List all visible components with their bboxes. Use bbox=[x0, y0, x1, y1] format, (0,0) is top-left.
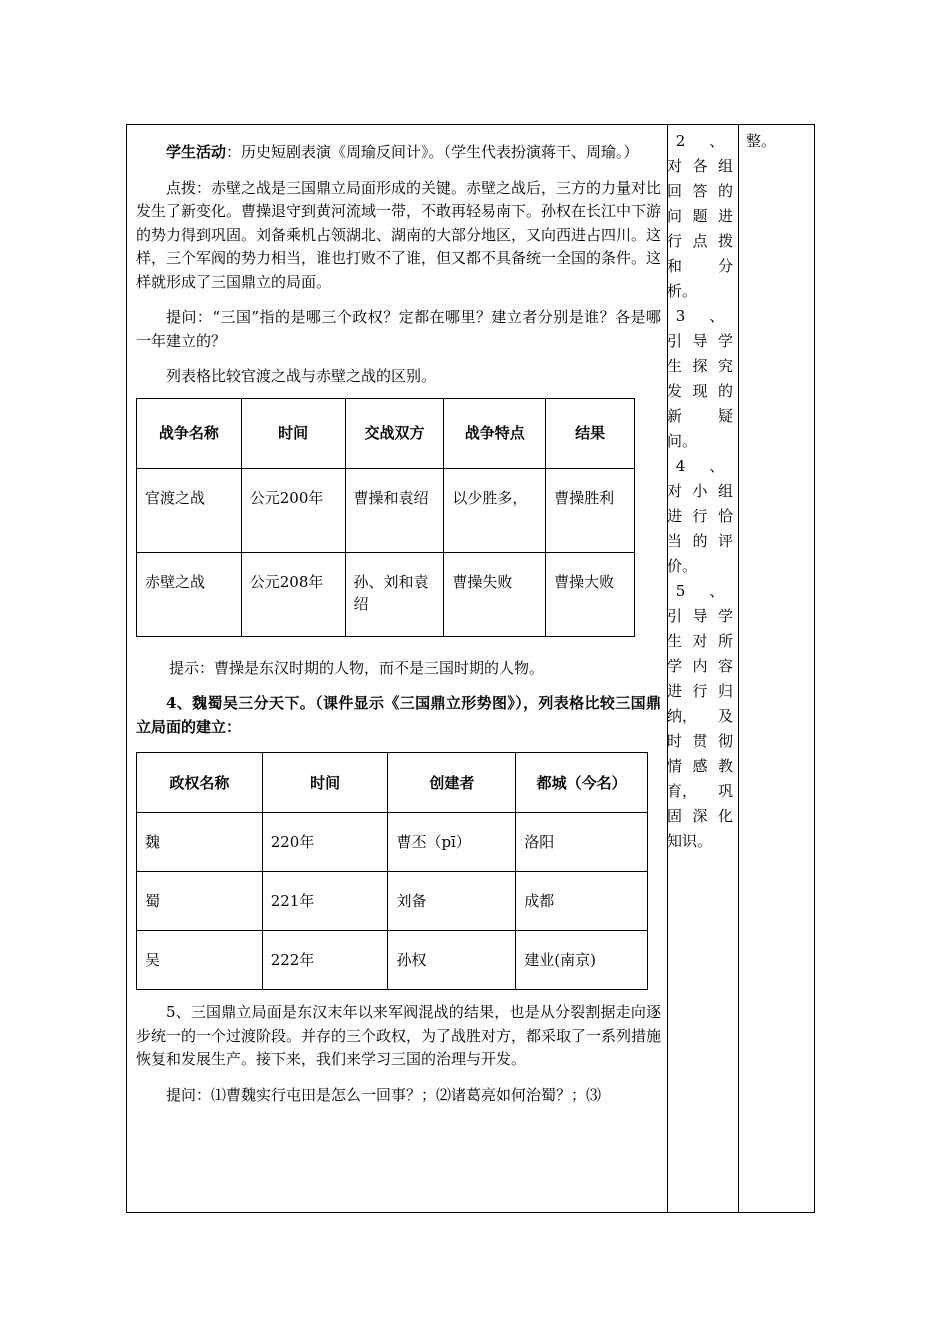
teacher-note-text: 情 bbox=[667, 757, 683, 775]
table-header-cell: 战争特点 bbox=[444, 398, 546, 468]
teacher-note-line bbox=[667, 504, 733, 529]
table-cell: 曹操胜利 bbox=[546, 468, 635, 552]
teacher-note-text: 点 bbox=[692, 232, 708, 250]
teacher-note-text: 、 bbox=[709, 307, 725, 325]
table-header-cell: 交战双方 bbox=[345, 398, 444, 468]
teacher-note-text: 行 bbox=[667, 232, 683, 250]
table-row bbox=[137, 872, 648, 931]
teacher-note-text: 对 bbox=[667, 482, 683, 500]
teacher-note-text: 生 bbox=[667, 357, 683, 375]
table-header-row bbox=[137, 753, 648, 813]
teacher-note-text: 引 bbox=[667, 607, 683, 625]
table-row bbox=[137, 931, 648, 990]
activity-label: 学生活动 bbox=[166, 143, 227, 161]
battle-comparison-table bbox=[136, 398, 635, 637]
teacher-note-text: 答 bbox=[692, 182, 708, 200]
teacher-note-text: 新 bbox=[667, 407, 683, 425]
teacher-note-text: 究 bbox=[717, 357, 733, 375]
teacher-note-line bbox=[667, 279, 733, 304]
teacher-note-line bbox=[667, 704, 733, 729]
teacher-note-text: 进 bbox=[717, 207, 733, 225]
teacher-note-text: 的 bbox=[692, 532, 708, 550]
teacher-note-text: 4 bbox=[675, 457, 686, 475]
teacher-note-text: 巩 bbox=[717, 782, 733, 800]
teacher-note-line bbox=[667, 804, 733, 829]
teacher-note-text: 2 bbox=[675, 132, 686, 150]
table-header-row bbox=[137, 398, 635, 468]
table-cell: 赤壁之战 bbox=[137, 552, 242, 636]
teacher-note-line bbox=[667, 604, 733, 629]
right-notes-cell: 整。 bbox=[746, 132, 777, 150]
teacher-activity-cell bbox=[667, 129, 733, 854]
table-row bbox=[137, 552, 635, 636]
teacher-note-text: 发 bbox=[667, 382, 683, 400]
teacher-note-text: 问。 bbox=[667, 432, 698, 450]
teacher-note-text: 5 bbox=[675, 582, 686, 600]
table-cell: 官渡之战 bbox=[137, 468, 242, 552]
reminder-paragraph: 提示：曹操是东汉时期的人物，而不是三国时期的人物。 bbox=[169, 658, 545, 677]
teacher-note-line bbox=[667, 779, 733, 804]
table-cell: 公元208年 bbox=[241, 552, 345, 636]
table-row bbox=[137, 813, 648, 872]
table-header-cell: 时间 bbox=[241, 398, 345, 468]
table-header-cell: 时间 bbox=[262, 753, 388, 813]
teacher-note-text: 贯 bbox=[692, 732, 708, 750]
teacher-note-line bbox=[667, 379, 733, 404]
teacher-note-text: 生 bbox=[667, 632, 683, 650]
teacher-note-text: 和 bbox=[667, 257, 683, 275]
teacher-note-text: 问 bbox=[667, 207, 683, 225]
teacher-note-text: 纳， bbox=[667, 707, 698, 725]
teacher-note-text: 深 bbox=[692, 807, 708, 825]
teacher-note-line bbox=[667, 154, 733, 179]
table-header-cell: 结果 bbox=[546, 398, 635, 468]
table-cell: 洛阳 bbox=[516, 813, 648, 872]
teacher-note-text: 引 bbox=[667, 332, 683, 350]
table-header-cell: 政权名称 bbox=[137, 753, 263, 813]
teacher-note-text: 教 bbox=[717, 757, 733, 775]
teacher-note-text: 导 bbox=[692, 332, 708, 350]
teacher-note-line bbox=[667, 254, 733, 279]
column-divider bbox=[738, 125, 739, 1212]
table-header-cell: 都城（今名） bbox=[516, 753, 648, 813]
table-cell: 曹丕（pī） bbox=[388, 813, 516, 872]
teacher-note-text: 归 bbox=[717, 682, 733, 700]
teacher-note-text: 行 bbox=[692, 507, 708, 525]
table-cell: 曹操大败 bbox=[546, 552, 635, 636]
teacher-note-text: 探 bbox=[692, 357, 708, 375]
teacher-note-text: 评 bbox=[717, 532, 733, 550]
teacher-note-text: 当 bbox=[667, 532, 683, 550]
teacher-note-text: 疑 bbox=[717, 407, 733, 425]
table-cell: 蜀 bbox=[137, 872, 263, 931]
teacher-note-line bbox=[667, 529, 733, 554]
teacher-note-text: 彻 bbox=[717, 732, 733, 750]
lesson-plan-table bbox=[126, 124, 815, 1213]
teacher-note-line bbox=[667, 754, 733, 779]
teacher-note-text: 容 bbox=[717, 657, 733, 675]
student-activity-paragraph bbox=[136, 141, 661, 165]
table-cell: 魏 bbox=[137, 813, 263, 872]
teacher-note-line bbox=[667, 629, 733, 654]
final-question-paragraph: 提问：⑴曹魏实行屯田是怎么一回事？；⑵诸葛亮如何治蜀？；⑶ bbox=[166, 1085, 602, 1104]
question-paragraph: 提问：“三国”指的是哪三个政权？定都在哪里？建立者分别是谁？各是哪一年建立的？ bbox=[136, 308, 661, 350]
teacher-note-line bbox=[667, 229, 733, 254]
teacher-note-text: 、 bbox=[709, 132, 725, 150]
table-cell: 曹操和袁绍 bbox=[345, 468, 444, 552]
teacher-note-text: 学 bbox=[667, 657, 683, 675]
teacher-note-line bbox=[667, 454, 733, 479]
teacher-note-text: 导 bbox=[692, 607, 708, 625]
teacher-note-text: 3 bbox=[675, 307, 686, 325]
main-content-cell bbox=[136, 141, 661, 1107]
table-header-cell: 战争名称 bbox=[137, 398, 242, 468]
table1-intro: 列表格比较官渡之战与赤壁之战的区别。 bbox=[166, 367, 437, 385]
activity-text: ：历史短剧表演《周瑜反间计》。（学生代表扮演蒋干、周瑜。） bbox=[226, 143, 639, 161]
teacher-note-text: 学 bbox=[717, 332, 733, 350]
teacher-note-text: 进 bbox=[667, 682, 683, 700]
teacher-note-text: 学 bbox=[717, 607, 733, 625]
teacher-note-text: 拨 bbox=[717, 232, 733, 250]
three-kingdoms-table bbox=[136, 752, 648, 990]
teacher-note-text: 的 bbox=[717, 182, 733, 200]
teacher-note-text: 知识。 bbox=[667, 832, 713, 850]
teacher-note-text: 析。 bbox=[667, 282, 698, 300]
teacher-note-line bbox=[667, 404, 733, 429]
table-cell: 孙权 bbox=[388, 931, 516, 990]
teacher-note-line bbox=[667, 204, 733, 229]
table-row bbox=[137, 468, 635, 552]
teacher-note-text: 、 bbox=[709, 457, 725, 475]
teacher-note-line bbox=[667, 829, 733, 854]
table-cell: 吴 bbox=[137, 931, 263, 990]
section4-heading: 4、魏蜀吴三分天下。（课件显示《三国鼎立形势图》），列表格比较三国鼎立局面的建立： bbox=[136, 694, 661, 736]
teacher-note-line bbox=[667, 479, 733, 504]
teacher-note-text: 各 bbox=[692, 157, 708, 175]
teacher-note-text: 对 bbox=[667, 157, 683, 175]
table-cell: 孙、刘和袁绍 bbox=[345, 552, 444, 636]
teacher-note-text: 、 bbox=[709, 582, 725, 600]
teacher-note-text: 恰 bbox=[717, 507, 733, 525]
teacher-note-text: 分 bbox=[717, 257, 733, 275]
table-cell: 220年 bbox=[262, 813, 388, 872]
teacher-note-text: 时 bbox=[667, 732, 683, 750]
teacher-note-line bbox=[667, 679, 733, 704]
table-cell: 公元200年 bbox=[241, 468, 345, 552]
table-cell: 建业(南京) bbox=[516, 931, 648, 990]
teacher-note-line bbox=[667, 354, 733, 379]
teacher-note-text: 题 bbox=[692, 207, 708, 225]
teacher-note-line bbox=[667, 654, 733, 679]
teacher-note-text: 现 bbox=[692, 382, 708, 400]
section5-paragraph: 5、三国鼎立局面是东汉末年以来军阀混战的结果，也是从分裂割据走向逐步统一的一个过渡阶段。并存的三个政权，为了战胜对方，都采取了一系列措施恢复和发展生产。接下来，我们来学习三国的治理与开发。 bbox=[136, 1003, 662, 1068]
teacher-note-text: 育， bbox=[667, 782, 698, 800]
teacher-note-text: 回 bbox=[667, 182, 683, 200]
teacher-note-line bbox=[667, 329, 733, 354]
teacher-note-line bbox=[667, 304, 733, 329]
table-cell: 以少胜多， bbox=[444, 468, 546, 552]
table-cell: 刘备 bbox=[388, 872, 516, 931]
table-cell: 曹操失败 bbox=[444, 552, 546, 636]
teacher-note-text: 组 bbox=[717, 157, 733, 175]
teacher-note-line bbox=[667, 429, 733, 454]
table-header-cell: 创建者 bbox=[388, 753, 516, 813]
teacher-note-text: 的 bbox=[717, 382, 733, 400]
table-cell: 221年 bbox=[262, 872, 388, 931]
hint-paragraph: 点拨：赤壁之战是三国鼎立局面形成的关键。赤壁之战后，三方的力量对比发生了新变化。曹操退守到黄河流域一带，不敢再轻易南下。孙权在长江中下游的势力得到巩固。刘备乘机占领湖北、湖南的大部分地区，又向西进占四川。这样，三个军阀的势力相当，谁也打败不了谁，但又都不具备统一全国的条件。这样就形成了三国鼎立的局面。 bbox=[136, 178, 662, 291]
teacher-note-text: 感 bbox=[692, 757, 708, 775]
teacher-note-line bbox=[667, 179, 733, 204]
teacher-note-text: 行 bbox=[692, 682, 708, 700]
table-cell: 成都 bbox=[516, 872, 648, 931]
teacher-note-text: 对 bbox=[692, 632, 708, 650]
teacher-note-text: 及 bbox=[717, 707, 733, 725]
teacher-note-text: 固 bbox=[667, 807, 683, 825]
teacher-note-line bbox=[667, 554, 733, 579]
teacher-note-text: 组 bbox=[717, 482, 733, 500]
teacher-note-text: 内 bbox=[692, 657, 708, 675]
teacher-note-text: 小 bbox=[692, 482, 708, 500]
table-cell: 222年 bbox=[262, 931, 388, 990]
teacher-note-text: 价。 bbox=[667, 557, 698, 575]
teacher-note-text: 进 bbox=[667, 507, 683, 525]
teacher-note-text: 所 bbox=[717, 632, 733, 650]
teacher-note-line bbox=[667, 729, 733, 754]
teacher-note-line bbox=[667, 129, 733, 154]
teacher-note-text: 化 bbox=[717, 807, 733, 825]
teacher-note-line bbox=[667, 579, 733, 604]
